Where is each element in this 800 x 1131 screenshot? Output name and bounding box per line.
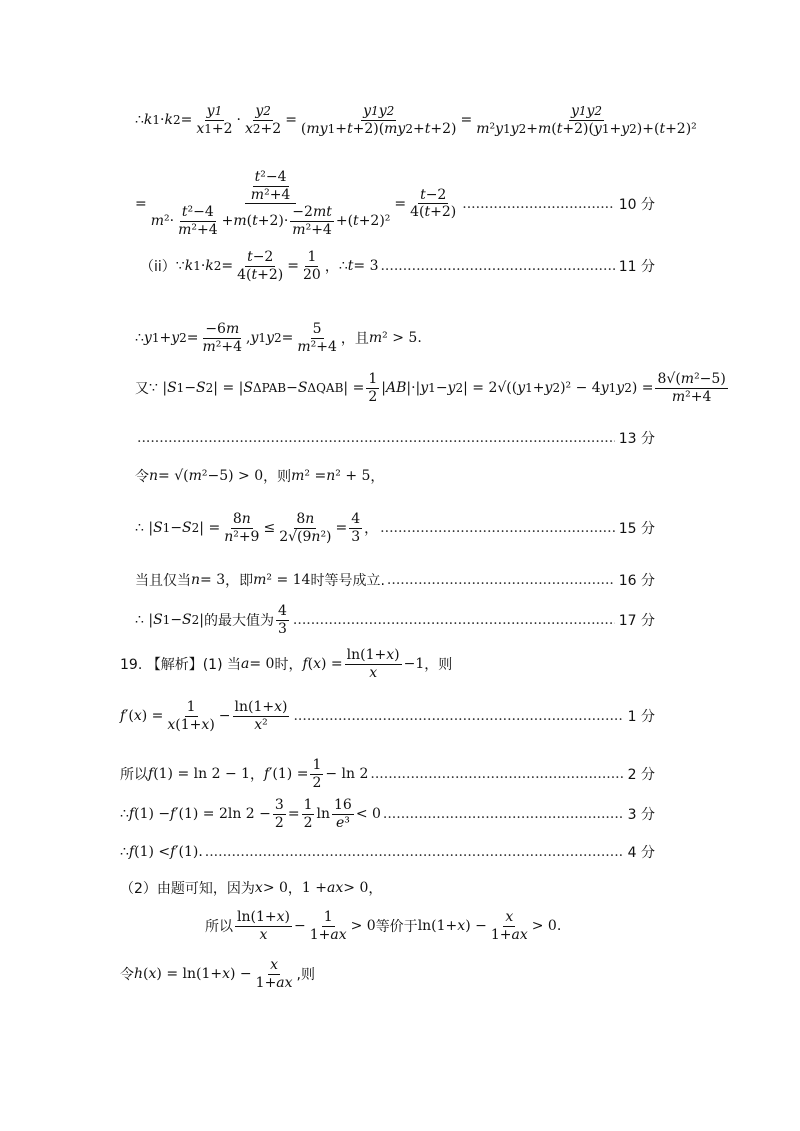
score-16: 16 分 (618, 573, 655, 589)
score-10: 10 分 (618, 196, 655, 213)
equation-inequality: ∴ | S 1 − S 2 | = $\frac{8n}{\text{n²+9}}$ ≤ $\frac{8n}{\text{2√(9n²)}}$ = $\frac{4}{3}$ ， ..... 15 分 (135, 512, 655, 544)
equation-vieta: ∴ y 1 + y 2 = $\frac{-6m}{\text{m²+4}}$ , y 1 y 2 = $\frac{5}{\text{m²+4}}$ ，且 m ² > 5. (135, 321, 422, 355)
score-13: 13 分 (618, 431, 655, 447)
problem-19-heading: 19. 【解析】(1) 当 a = 0 时， f ( x ) = $\frac{\ln(1+x)}{x}$ −1 ，则 (120, 647, 453, 681)
score-2: 2 分 (627, 767, 655, 784)
part-label: （ii） (140, 259, 176, 276)
equation-simplify: = $\frac{\text{t²−4}}{\text{m²+4}}$ m²· $\frac{\text{t²−4}}{\text{m²+4}}$ +m(t+2)· $\frac{-2mt}{\text{m²+4}}$ +(t+2)² = $\frac{t-2}{4(t+2)}$ ..... 10 分 (135, 170, 655, 238)
score-11: 11 分 (618, 259, 655, 276)
score-17: 17 分 (618, 613, 655, 630)
equation-h-definition: 令 h ( x ) = ln(1+ x ) − $\frac{x}{1+ax}$ ,则 (120, 957, 315, 991)
equation-k1k2: ∴ k 1 · k 2 = $\frac{y1}{x1+2}$ · $\frac{y2}{x2+2}$ = $\frac{y1y2}{(my1+t+2)(my2+t+2)}$ = $\frac{y1y2}{\text{m²y1y2+m(t+2)(y1+y2)+(t+2)²}}$ (135, 103, 697, 137)
score-15: 15 分 (618, 521, 655, 538)
equation-values-at-1: 所以 f (1) = ln 2 − 1 ， f ′(1) = $\frac{1}{2}$ − ln 2 ..... 2 分 (120, 758, 655, 790)
equation-difference: ∴ f (1) − f ′(1) = 2ln 2 − $\frac{3}{2}$ = $\frac{1}{2}$ ln 16 e³ < 0 ..... 3 分 (120, 798, 655, 830)
equation-derivative: f ′( x ) = $\frac{1}{x(1+x)}$ − $\frac{\ln(1+x)}{\text{x²}}$ ..... 1 分 (120, 700, 655, 732)
score-1: 1 分 (627, 709, 655, 726)
score-line-13 (135, 428, 655, 448)
equation-substitution: 令 n = √( m ²−5) > 0 ，则 m ² = n ² + 5 ， (135, 468, 385, 485)
score-4: 4 分 (627, 845, 655, 861)
equation-area-diff: 又 ∵ | S 1 − S 2 | = | S ΔPAB − S ΔQAB | = $\frac{1}{2}$ | AB |·| y 1 − y 2 | = 2√(( y 1 + y 2 )² − 4 y 1 y 2 ) = $\frac{\text{8√(m²−5)}}{\text{m²+4}}$ (135, 371, 726, 405)
equation-equivalence: 所以 ln(1+x) x − $\frac{1}{1+ax}$ > 0 等价于 ln(1+ x ) − $\frac{x}{1+ax}$ > 0. (205, 909, 562, 943)
equation-t-value: （ii） ∵ k 1 · k 2 = $\frac{t-2}{4(t+2)}$ = $\frac{1}{20}$ ， ∴ t = 3 ..... 11 分 (140, 250, 655, 282)
equation-conclusion: ∴ f (1) < f ′(1). ..... 4 分 (120, 842, 655, 862)
part-2-intro: （2）由题可知，因为 x > 0 ， 1 + ax > 0 ， (120, 880, 383, 897)
score-3: 3 分 (627, 807, 655, 824)
equation-maximum: ∴ | S 1 − S 2 | 的最大值为 4 3 ..... 17 分 (135, 604, 655, 636)
equation-equality-case: 当且仅当 n = 3 ，即 m ² = 14 时等号成立. ..... 16 分 (135, 570, 655, 590)
